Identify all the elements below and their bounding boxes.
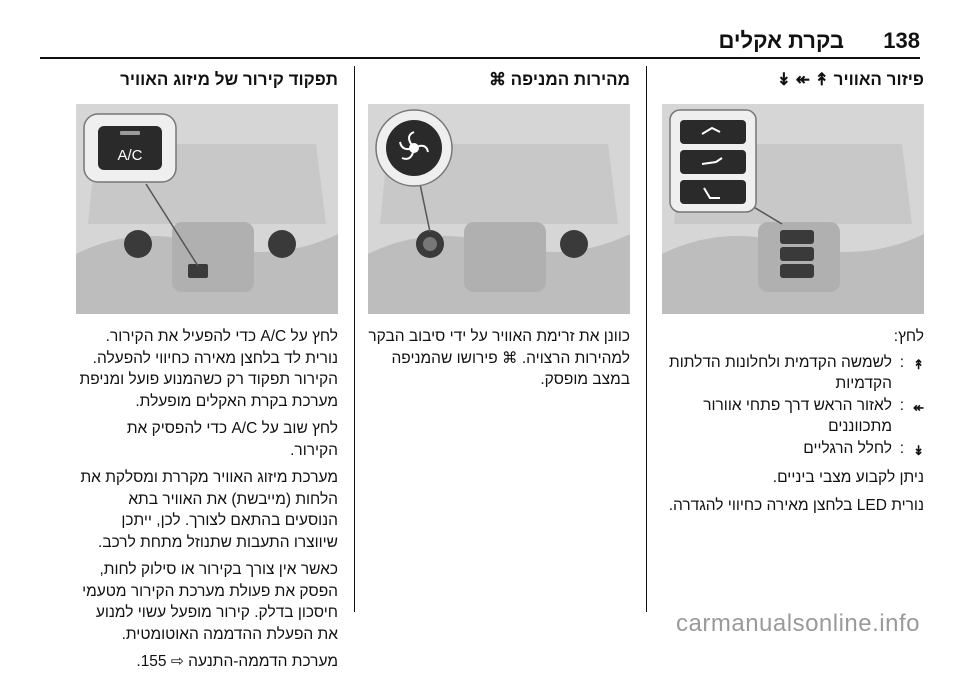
ac-fuel-saving-paragraph: כאשר אין צורך בקירור או סילוק לחות, הפסק את פעולת מערכת הקירור מטעמי חיסכון בדלק. קירור מופעל עשוי למנוע את הפעלת ההדממה האוטומטית. xyxy=(82,561,338,643)
ac-cooling-section xyxy=(76,68,338,673)
list-item xyxy=(662,352,924,395)
air-distribution-list xyxy=(662,352,924,462)
led-indicator-note: נורית LED בלחצן מאירה כחיווי להגדרה. xyxy=(668,496,924,514)
header-divider xyxy=(40,57,920,59)
air-distribution-figure xyxy=(662,104,924,314)
chapter-title: בקרת אקלים xyxy=(718,28,844,53)
list-colon: : xyxy=(899,439,904,457)
stop-start-reference: מערכת הדממה-התנעה ⇨ 155. xyxy=(136,653,338,670)
ac-dehumidify-paragraph: מערכת מיזוג האוויר מקררת ומסלקת את הלחות (מייבשת) את האוויר בתא הנוסעים בהתאם לצורך. לכן, ייתכן שיווצרו התעבות שתנוזל מתחת לרכב. xyxy=(80,469,338,551)
ac-deactivation-paragraph: לחץ שוב על A/C כדי להפסיק את הקירור. xyxy=(126,420,338,459)
list-colon: : xyxy=(899,353,904,371)
fan-speed-section xyxy=(368,68,630,391)
list-item xyxy=(662,395,924,438)
list-item-text: לשמשה הקדמית ולחלונות הדלתות הקדמיות xyxy=(669,353,892,392)
fan-speed-instructions: כוונן את זרימת האוויר על ידי סיבוב הבקר למהירות הרצויה. ⌘ פירושו שהמניפה במצב מופסק. xyxy=(368,328,630,388)
list-item-text: לאזור הראש דרך פתחי אוורור מתכווננים xyxy=(703,396,892,435)
column-divider-right xyxy=(646,66,647,612)
air-distribution-heading: פיזור האוויר ↟ ↞ ↡ xyxy=(776,70,924,89)
ac-activation-paragraph: לחץ על A/C כדי להפעיל את הקירור. נורית לד בלחצן מאירה כחיווי להפעלה. הקירור תפקוד רק כשהמנוע פועל ומניפת מערכת בקרת האקלים מופעלת. xyxy=(79,328,338,410)
ac-button-figure xyxy=(76,104,338,314)
footwell-airflow-icon: ↡ xyxy=(913,442,924,458)
list-colon: : xyxy=(899,396,904,414)
ac-button-label: A/C xyxy=(117,147,143,164)
page-number: 138 xyxy=(883,28,920,53)
fan-speed-figure xyxy=(368,104,630,314)
intermediate-settings-note: ניתן לקבוע מצבי ביניים. xyxy=(772,469,924,486)
list-item-text: לחלל הרגליים xyxy=(803,439,892,457)
head-airflow-icon: ↞ xyxy=(913,399,924,415)
windscreen-airflow-icon: ↟ xyxy=(913,356,924,372)
air-distribution-section xyxy=(662,68,924,516)
column-divider-left xyxy=(354,66,355,612)
fan-speed-heading: מהירות המניפה ⌘ xyxy=(488,70,630,89)
list-item xyxy=(662,438,924,462)
watermark: carmanualsonline.info xyxy=(676,610,920,637)
ac-cooling-heading: תפקוד קירור של מיזוג האוויר xyxy=(120,70,338,89)
air-distribution-intro: לחץ: xyxy=(893,328,924,345)
page-header xyxy=(0,0,960,58)
